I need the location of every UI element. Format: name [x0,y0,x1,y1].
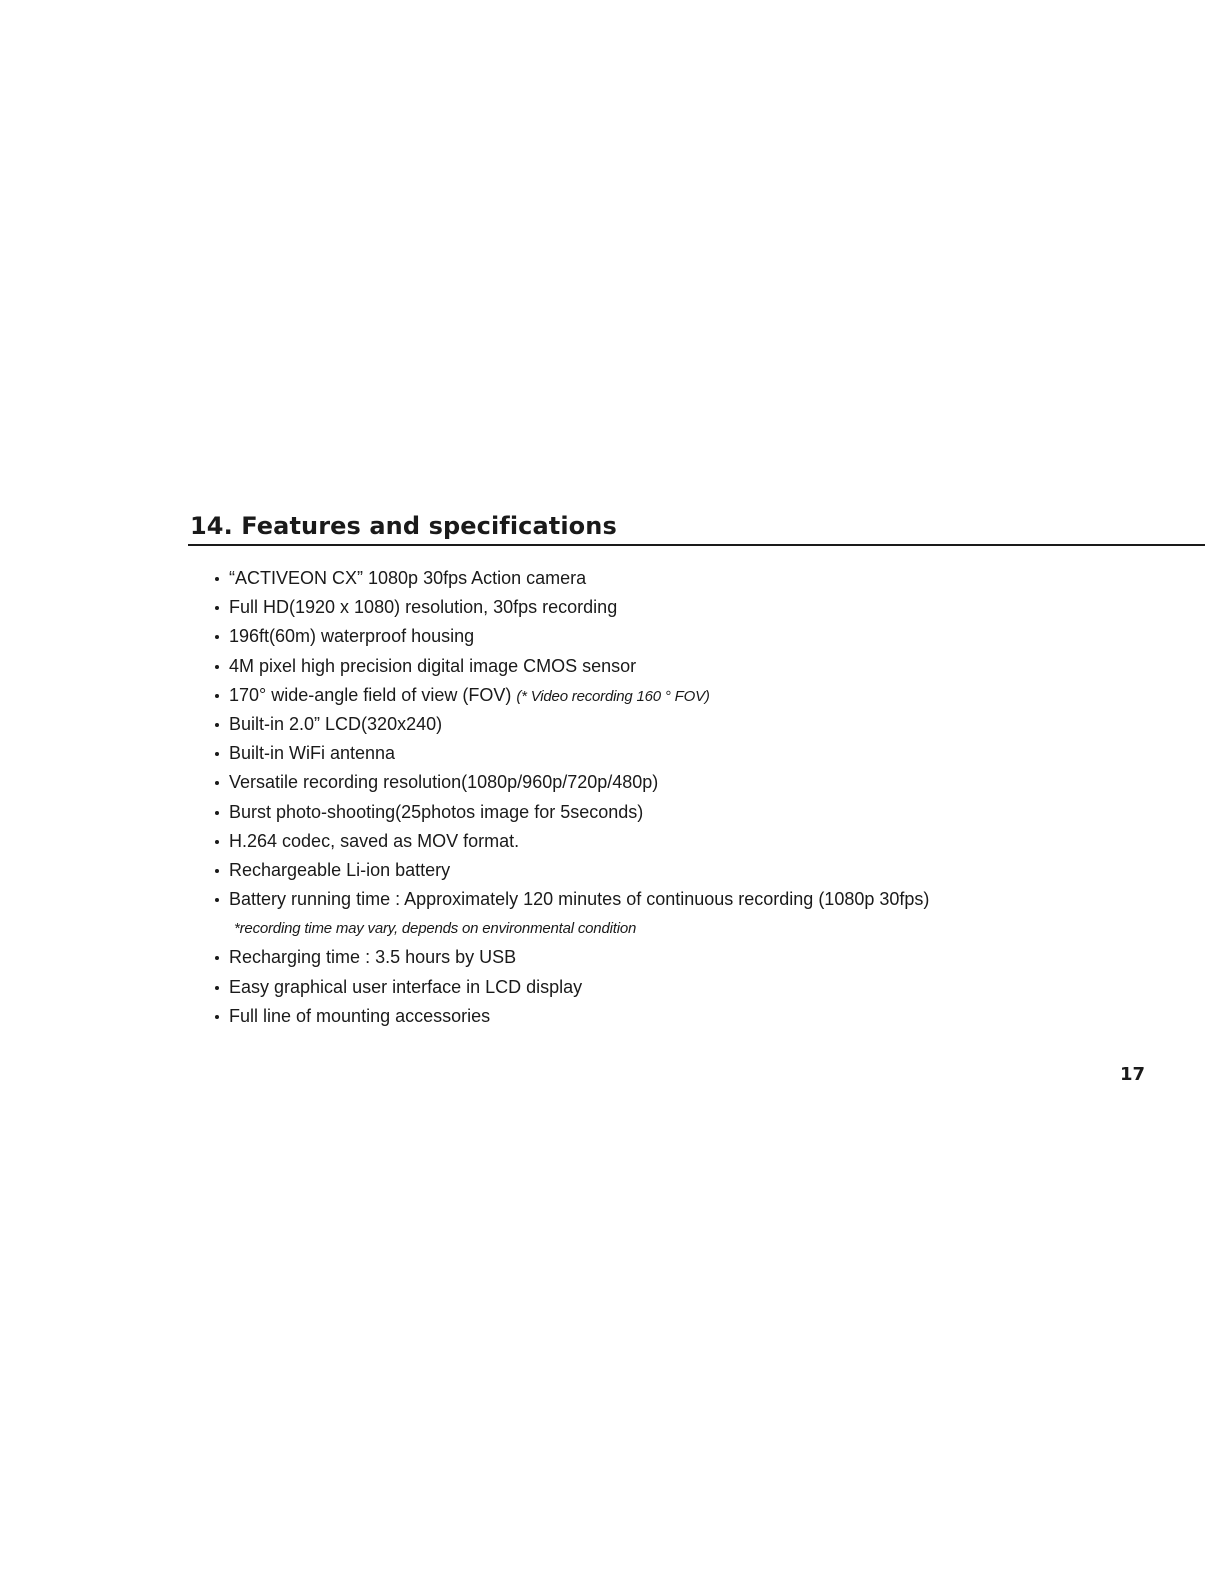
feature-item: Rechargeable Li-ion battery [214,856,1204,885]
fov-note: (* Video recording 160 ° FOV) [516,687,710,705]
feature-item: Full HD(1920 x 1080) resolution, 30fps recording [214,593,1204,622]
feature-item: 196ft(60m) waterproof housing [214,622,1204,651]
feature-item: Easy graphical user interface in LCD display [214,973,1204,1002]
feature-item: Built-in 2.0” LCD(320x240) [214,710,1204,739]
feature-item: Built-in WiFi antenna [214,739,1204,768]
page-number: 17 [1120,1064,1146,1085]
feature-item: Full line of mounting accessories [214,1002,1204,1031]
feature-list [214,564,1204,1031]
features-section [188,512,1205,1026]
recording-time-note: *recording time may vary, depends on environmental condition [234,920,637,938]
feature-item: Recharging time : 3.5 hours by USB [214,943,1204,972]
feature-item: Versatile recording resolution(1080p/960p/720p/480p) [214,768,1204,797]
feature-item: H.264 codec, saved as MOV format. [214,827,1204,856]
feature-item: Burst photo-shooting(25photos image for 5seconds) [214,798,1204,827]
feature-item: “ACTIVEON CX” 1080p 30fps Action camera [214,564,1204,593]
feature-item: 4M pixel high precision digital image CMOS sensor [214,652,1204,681]
feature-item: Battery running time : Approximately 120 minutes of continuous recording (1080p 30fps) [214,885,1204,914]
feature-item: 170° wide-angle field of view (FOV) (* Video recording 160 ° FOV) [214,681,1204,710]
section-title: 14. Features and specifications [188,512,1205,546]
